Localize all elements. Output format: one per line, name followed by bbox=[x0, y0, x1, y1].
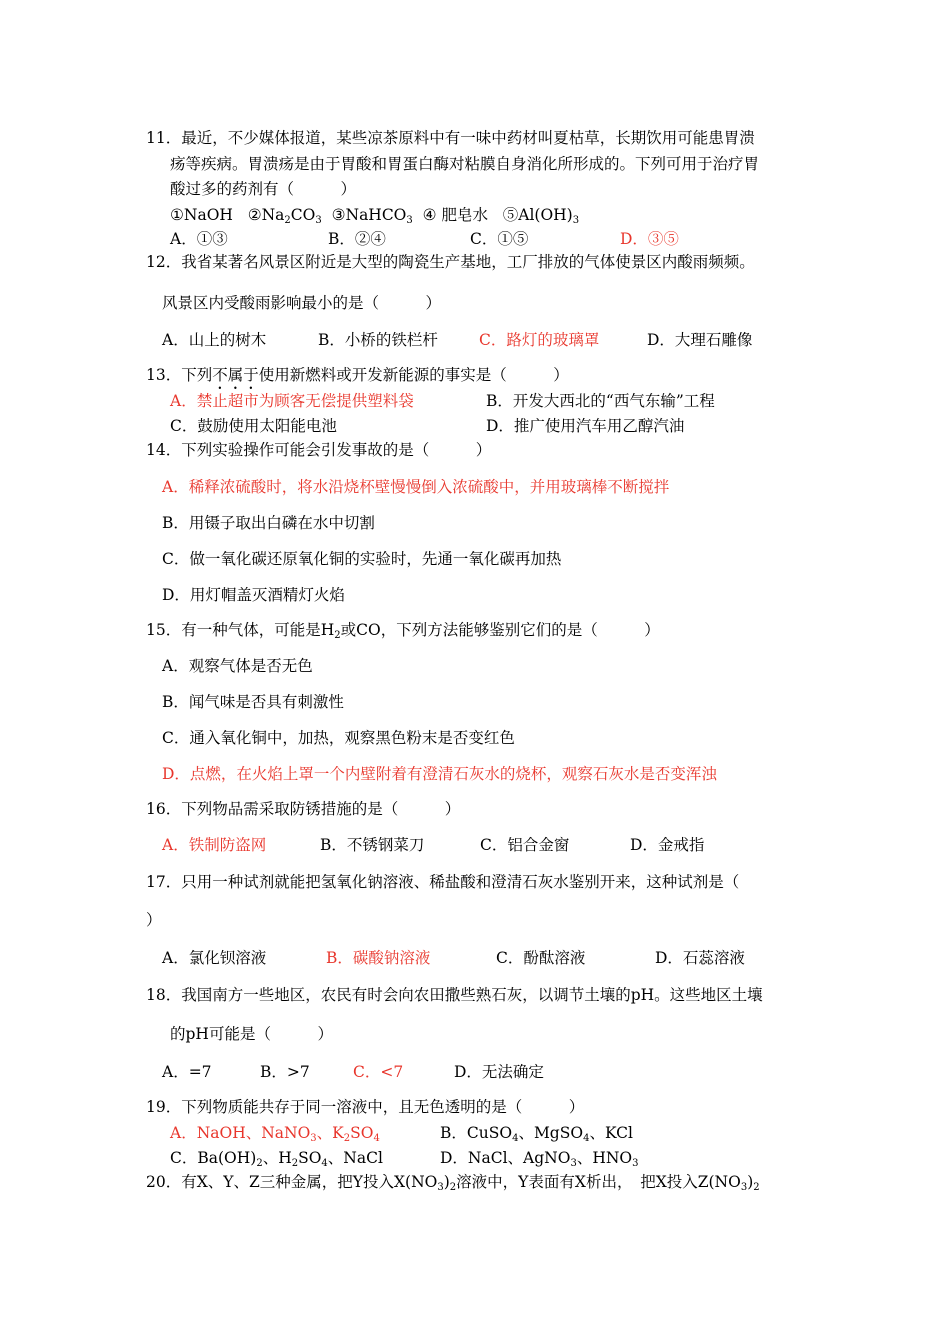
q15-stem: 15．有一种气体，可能是$H_2$或CO，下列方法能够鉴别它们的是（ ） bbox=[146, 621, 660, 641]
q13-stem: 13．下列不属于使用新燃料或开发新能源的事实是（ ） bbox=[146, 366, 569, 384]
q18-option-c: C．<7 bbox=[353, 1063, 404, 1081]
q19-option-d: D．NaCl、AgNO$_3$、$HNO_3$ bbox=[440, 1149, 639, 1169]
q14-option-a: A．稀释浓硫酸时，将水沿烧杯壁慢慢倒入浓硫酸中，并用玻璃棒不断搅拌 bbox=[162, 478, 670, 496]
q15-option-c: C．通入氧化铜中，加热，观察黑色粉末是否变红色 bbox=[162, 729, 515, 747]
q15-option-a: A．观察气体是否无色 bbox=[162, 657, 313, 675]
q14-stem: 14．下列实验操作可能会引发事故的是（ ） bbox=[146, 441, 492, 459]
q11-option-c: C．①⑤ bbox=[470, 230, 529, 248]
q16-option-b: B．不锈钢菜刀 bbox=[320, 836, 425, 854]
q17-option-c: C．酚酞溶液 bbox=[496, 949, 586, 967]
q18-stem-line1: 18．我国南方一些地区，农民有时会向农田撒些熟石灰，以调节土壤的pH。这些地区土壤 bbox=[146, 986, 763, 1004]
q19-option-c: C．$Ba(OH)_2$、$H_2SO_4$、NaCl bbox=[170, 1149, 383, 1169]
q19-stem: 19．下列物质能共存于同一溶液中，且无色透明的是（ ） bbox=[146, 1098, 585, 1116]
q11-stem-line3: 酸过多的药剂有（ ） bbox=[170, 180, 357, 198]
q11-option-a: A．①③ bbox=[170, 230, 228, 248]
q13-emphasis: 不属于 bbox=[212, 366, 259, 384]
q15-option-d: D．点燃，在火焰上罩一个内壁附着有澄清石灰水的烧杯，观察石灰水是否变浑浊 bbox=[162, 765, 717, 783]
q14-option-b: B．用镊子取出白磷在水中切割 bbox=[162, 514, 375, 532]
q13-option-a: A．禁止超市为顾客无偿提供塑料袋 bbox=[170, 392, 414, 410]
q12-option-c: C．路灯的玻璃罩 bbox=[479, 331, 600, 349]
q17-option-b: B．碳酸钠溶液 bbox=[326, 949, 431, 967]
q19-option-b: B．CuSO$_4$、MgSO$_4$、KCl bbox=[440, 1124, 633, 1144]
q12-stem-line2: 风景区内受酸雨影响最小的是（ ） bbox=[162, 294, 442, 312]
q16-option-c: C．铝合金窗 bbox=[480, 836, 570, 854]
q14-option-c: C．做一氧化碳还原氧化铜的实验时，先通一氧化碳再加热 bbox=[162, 550, 562, 568]
q17-stem-line1: 17．只用一种试剂就能把氢氧化钠溶液、稀盐酸和澄清石灰水鉴别开来，这种试剂是（ bbox=[146, 873, 740, 891]
q13-option-b: B．开发大西北的“西气东输”工程 bbox=[486, 392, 715, 410]
q18-option-d: D．无法确定 bbox=[454, 1063, 544, 1081]
q12-stem-line1: 12．我省某著名风景区附近是大型的陶瓷生产基地，工厂排放的气体使景区内酸雨频频。 bbox=[146, 253, 755, 271]
q11-option-b: B．②④ bbox=[328, 230, 386, 248]
q18-stem-line2: 的pH可能是（ ） bbox=[170, 1025, 333, 1043]
q13-option-c: C．鼓励使用太阳能电池 bbox=[170, 417, 337, 435]
q20-stem: 20．有X、Y、Z三种金属，把Y投入$X(NO_3)_2$溶液中，Y表面有X析出， 把X投入$Z(NO_3)_2$ bbox=[146, 1173, 760, 1193]
q17-option-a: A．氯化钡溶液 bbox=[162, 949, 267, 967]
q16-stem: 16．下列物品需采取防锈措施的是（ ） bbox=[146, 800, 461, 818]
q18-option-b: B．>7 bbox=[260, 1063, 310, 1081]
q11-stem-line2: 疡等疾病。胃溃疡是由于胃酸和胃蛋白酶对粘膜自身消化所形成的。下列可用于治疗胃 bbox=[170, 155, 760, 173]
q11-stem-line1: 11．最近，不少媒体报道，某些凉茶原料中有一味中药材叫夏枯草，长期饮用可能患胃溃 bbox=[146, 129, 755, 147]
q16-option-a: A．铁制防盗网 bbox=[162, 836, 267, 854]
q15-option-b: B．闻气味是否具有刺激性 bbox=[162, 693, 344, 711]
q12-option-d: D．大理石雕像 bbox=[647, 331, 753, 349]
q17-option-d: D．石蕊溶液 bbox=[655, 949, 745, 967]
q11-items: ①NaOH $②Na_2CO_3$ ③NaHCO$_3$ ④ 肥皂水 $⑤Al(OH)_3$ bbox=[170, 206, 580, 226]
q13-option-d: D．推广使用汽车用乙醇汽油 bbox=[486, 417, 685, 435]
q11-option-d: D．③⑤ bbox=[620, 230, 679, 248]
q12-option-a: A．山上的树木 bbox=[162, 331, 267, 349]
q12-option-b: B．小桥的铁栏杆 bbox=[318, 331, 438, 349]
q18-option-a: A．=7 bbox=[162, 1063, 212, 1081]
q14-option-d: D．用灯帽盖灭酒精灯火焰 bbox=[162, 586, 345, 604]
q19-option-a: A．NaOH、NaNO$_3$、$K_2SO_4$ bbox=[170, 1124, 380, 1144]
q16-option-d: D．金戒指 bbox=[630, 836, 705, 854]
q17-stem-line2: ） bbox=[146, 911, 162, 929]
